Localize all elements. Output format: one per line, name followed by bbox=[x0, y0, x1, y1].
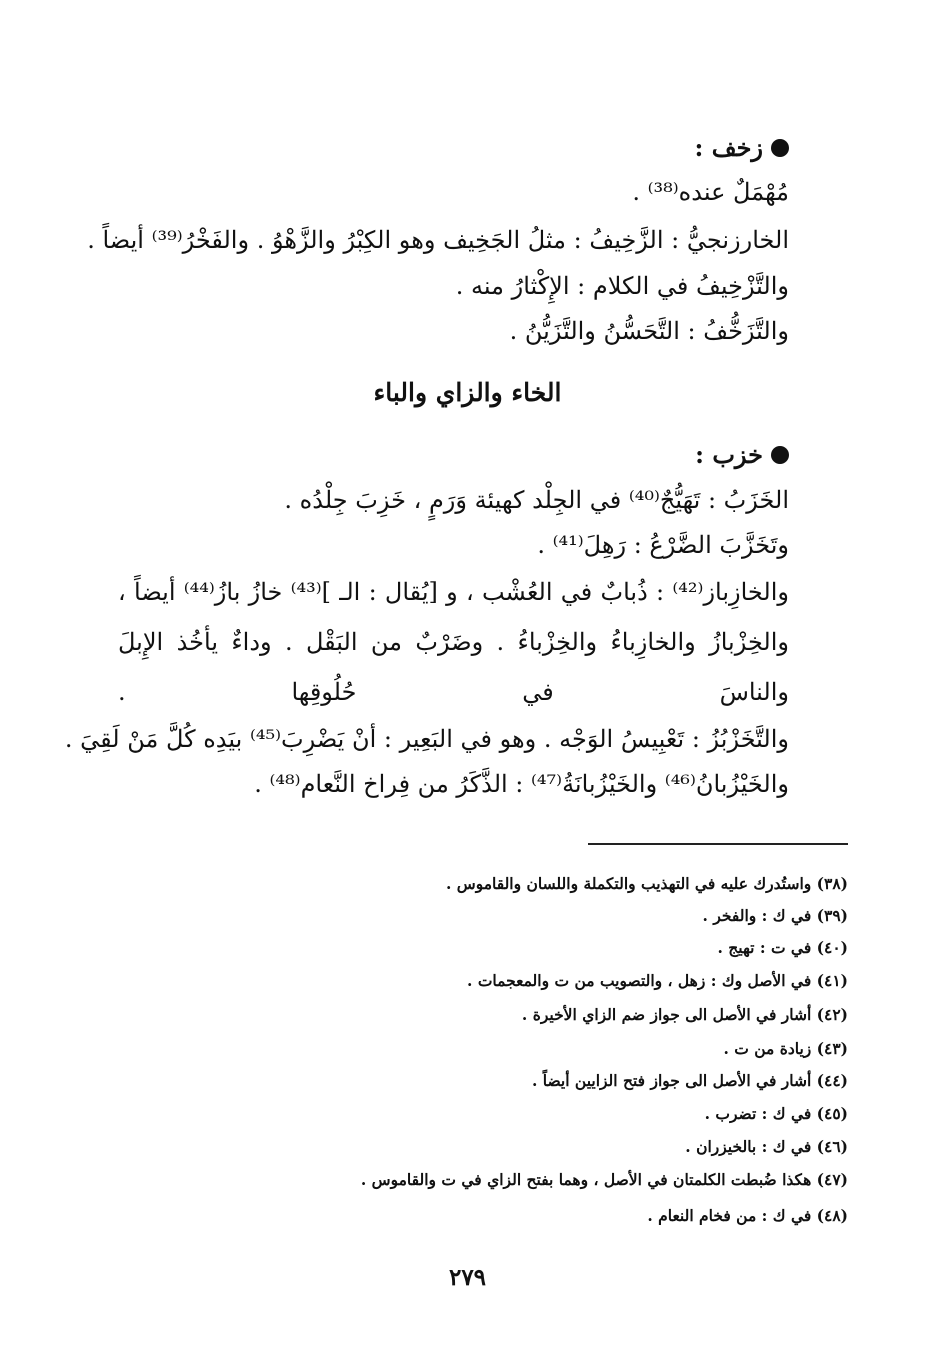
text-line: والتَّزْخِيفُ في الكلام : الإِكْثارُ منه . bbox=[455, 272, 789, 300]
text-line: والتَّزَخُّفُ : التَّحَسُّنُ والتَّزَيُّنُ . bbox=[509, 317, 789, 345]
text-line: مُهْمَلٌ عنده⁽³⁸⁾ . bbox=[632, 178, 789, 206]
footnote: (٤٨) في ك : من فخام النعام . bbox=[647, 1206, 848, 1225]
bullet-icon bbox=[771, 139, 789, 157]
page-number: ٢٧٩ bbox=[448, 1264, 487, 1291]
paragraph-khazibaz: والخازِباز⁽⁴²⁾ : ذُبابٌ في العُشْب ، و [يُقال : الـ ]⁽⁴³⁾ خازُ بازُ⁽⁴⁴⁾ أيضاً ، والخِزْبازُ والخازِباءُ والخِزْباءُ . وضَرْبٌ من البَقْل . وداءٌ يأخُذ الإِبلَ والناسَ في حُلُوقِها . bbox=[118, 578, 789, 706]
footnote: (٤١) في الأصل وك : زهل ، والتصويب من ت والمعجمات . bbox=[467, 971, 848, 990]
entry-heading-zakhf bbox=[695, 128, 789, 168]
entry-title: خزب : bbox=[695, 440, 763, 469]
footnote: (٤٠) في ت : تهيج . bbox=[717, 938, 848, 957]
text-line: الخَزَبُ : تَهَيُّجٌ⁽⁴⁰⁾ في الجِلْد كهيئة وَرَمٍ ، خَزِبَ جِلْدُه . bbox=[284, 486, 789, 514]
footnote: (٣٩) في ك : والفخر . bbox=[702, 906, 848, 925]
footnote: (٤٢) أشار في الأصل الى جواز ضم الزاي الأخيرة . bbox=[521, 1005, 848, 1024]
text-line: الخارزنجيُّ : الزَّخِيفُ : مثلُ الجَخِيف وهو الكِبْرُ والزَّهْوُ . والفَخْرُ⁽³⁹⁾ أيضاً . bbox=[87, 226, 789, 254]
footnote-divider bbox=[588, 843, 848, 845]
footnote: (٤٥) في ك : تضرب . bbox=[704, 1104, 848, 1123]
footnote: (٤٦) في ك : بالخيزران . bbox=[685, 1137, 848, 1156]
footnote: (٤٣) زيادة من ت . bbox=[723, 1039, 848, 1058]
text-line: والتَّخَزْبُزُ : تَعْبِيسُ الوَجْه . وهو في البَعِير : أنْ يَضْرِبَ⁽⁴⁵⁾ بيَدِه كُلَّ مَنْ لَقِيَ . bbox=[64, 725, 789, 753]
entry-title: زخف : bbox=[694, 133, 763, 162]
chapter-heading: الخاء والزاي والباء bbox=[373, 378, 562, 407]
footnote: (٤٤) أشار في الأصل الى جواز فتح الزايين أيضاً . bbox=[531, 1071, 848, 1090]
bullet-icon bbox=[771, 446, 789, 464]
text-line: وتَخَزَّبَ الضَّرْعُ : رَهِلَ⁽⁴¹⁾ . bbox=[537, 531, 789, 559]
text-line: والخَيْزُبانُ⁽⁴⁶⁾ والخَيْزُبانَةُ⁽⁴⁷⁾ : الذَّكَرُ من فِراخ النَّعام⁽⁴⁸⁾ . bbox=[254, 770, 789, 798]
footnote: (٤٧) هكذا ضُبطت الكلمتان في الأصل ، وهما بفتح الزاي في ت والقاموس . bbox=[360, 1170, 848, 1189]
footnote: (٣٨) واستُدرك عليه في التهذيب والتكملة واللسان والقاموس . bbox=[445, 874, 848, 893]
entry-heading-khazb bbox=[695, 435, 789, 475]
